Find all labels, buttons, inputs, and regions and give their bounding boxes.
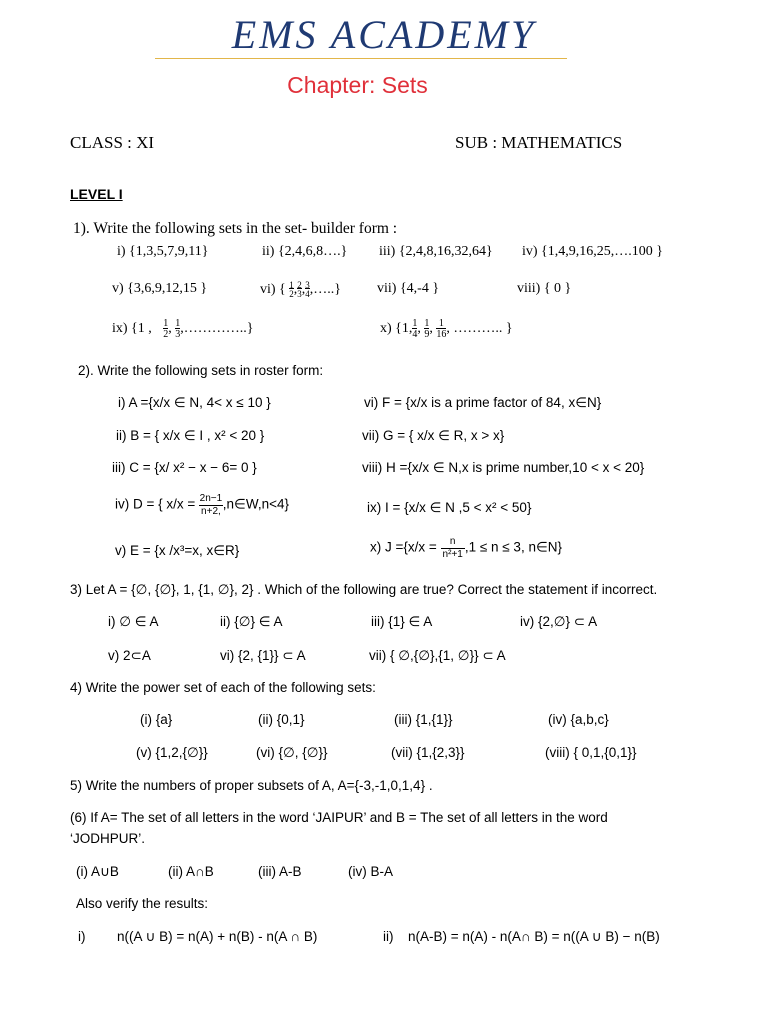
q4-item: (iv) {a,b,c} [548,712,609,727]
q1-ix-prefix: ix) {1 , [112,321,152,337]
fraction: $\frac{2}{3}$ [297,280,302,299]
q2-d-prefix: iv) D = { x/x = [115,496,196,512]
q4-item: (i) {a} [140,712,173,727]
q6-line1: (6) If A= The set of all letters in the word ‘JAIPUR’ and B = The set of all letters in the word [70,810,608,825]
q2-item: iii) C = {x/ x² − x − 6= 0 } [112,460,257,475]
academy-title: EMS ACADEMY [231,12,537,57]
level-heading: LEVEL I [70,186,123,202]
q3-title: 3) Let A = {∅, {∅}, 1, {1, ∅}, 2} . Which of the following are true? Correct the statement if incorrect. [70,582,658,597]
q4-item: (vii) {1,{2,3}} [391,745,465,760]
fraction: $\frac{n}{\text{n²+1}}$ [442,536,463,560]
fraction: $\frac{1}{9}$ [424,318,430,340]
q2-item: vi) F = {x/x is a prime factor of 84, x∈N} [364,395,602,410]
q6-line2: ‘JODHPUR’. [70,831,146,846]
q3-item: v) 2⊂A [108,648,151,663]
q6-verify: Also verify the results: [76,896,209,911]
q1-item: ix) {1 , $\frac{1}{2}$, $\frac{1}{3},\dots\dots\dots\dots$..} [112,318,254,340]
fraction: $\frac{1}{4}$ [412,318,418,340]
q1-vi-tail: …..} [313,282,342,298]
q2-item [370,535,562,561]
q2-item: viii) H ={x/x ∈ N,x is prime number,10 < x < 20} [362,460,645,475]
q2-item: ii) B = { x/x ∈ I , x² < 20 } [116,428,265,443]
q6-item: (iii) A-B [258,864,302,879]
q6-item: (iv) B-A [348,864,393,879]
q3-item: vi) {2, {1}} ⊂ A [220,648,306,663]
fraction: $\frac{3}{4}$ [305,280,310,299]
q4-item: (viii) { 0,1,{0,1}} [545,745,637,760]
q6-item: (i) A∪B [76,864,119,879]
q4-title: 4) Write the power set of each of the following sets: [70,680,376,695]
q1-x-prefix: x) {1, [380,321,413,337]
subject-label: SUB : MATHEMATICS [455,133,623,152]
fraction: $\frac{2n-1}{n+2,}$ [199,493,223,517]
fraction: $\frac{1}{2}$ [163,318,169,340]
q2-item: ix) I = {x/x ∈ N ,5 < x² < 50} [367,500,532,515]
q1-title: 1). Write the following sets in the set- builder form : [73,220,398,237]
q3-item: iv) {2,∅} ⊂ A [520,614,598,629]
class-label: CLASS : XI [70,133,155,152]
q1-item: i) {1,3,5,7,9,11} [117,244,209,259]
q2-item: i) A ={x/x ∈ N, 4< x ≤ 10 } [118,395,271,410]
q1-item: ii) {2,4,6,8….} [262,244,348,259]
verify-label: ii) [383,929,394,944]
q4-item: (v) {1,2,{∅}} [136,745,208,760]
q3-item: vii) { ∅,{∅},{1, ∅}} ⊂ A [369,648,506,663]
q1-vi-prefix: vi) { [260,282,286,298]
q2-item: vii) G = { x/x ∈ R, x > x} [362,428,505,443]
q2-item [115,492,289,518]
q3-item: iii) {1} ∈ A [371,614,433,629]
q2-title: 2). Write the following sets in roster form: [78,363,324,378]
q1-item: iii) {2,4,8,16,32,64} [379,244,493,259]
fraction: $\frac{1}{3}$ [175,318,181,340]
chapter-title: Chapter: Sets [287,72,428,98]
q5-title: 5) Write the numbers of proper subsets of A, A={-3,-1,0,1,4} . [70,778,433,793]
verify-formula: n((A ∪ B) = n(A) + n(B) - n(A ∩ B) [117,929,318,944]
q3-item: ii) {∅} ∈ A [220,614,283,629]
q2-j-prefix: x) J ={x/x = [370,539,437,555]
q2-d-suffix: ,n∈W,n<4} [222,496,289,512]
q1-item: iv) {1,4,9,16,25,….100 } [522,244,663,259]
q4-item: (ii) {0,1} [258,712,305,727]
verify-formula: n(A-B) = n(A) - n(A∩ B) = n((A ∪ B) − n(B) [408,929,660,944]
fraction: $\frac{1}{16}$ [436,318,447,340]
q1-item: vi) { $\frac{1}{2},\frac{2}{3},\frac{3}{4},\dots$..} [260,280,342,299]
q1-item: vii) {4,-4 } [377,281,440,296]
q2-j-suffix: ,1 ≤ n ≤ 3, n∈N} [464,539,562,555]
q1-x-tail: , ……….. } [446,321,513,337]
verify-label: i) [78,929,86,944]
header-divider [155,58,567,59]
q3-item: i) ∅ ∈ A [108,614,159,629]
q1-ix-tail: ,…………..} [180,321,254,337]
q1-item: viii) { 0 } [517,281,572,296]
q4-item: (vi) {∅, {∅}} [256,745,328,760]
fraction: $\frac{1}{2}$ [289,280,294,299]
q4-item: (iii) {1,{1}} [394,712,453,727]
q6-item: (ii) A∩B [168,864,214,879]
q2-item: v) E = {x /x³=x, x∈R} [115,543,240,558]
q1-item: v) {3,6,9,12,15 } [112,281,208,296]
q1-item: x) {$1,\frac{1}{4}$, $\frac{1}{9}$, $\frac{1}{16}$, ……….. } [380,318,513,340]
